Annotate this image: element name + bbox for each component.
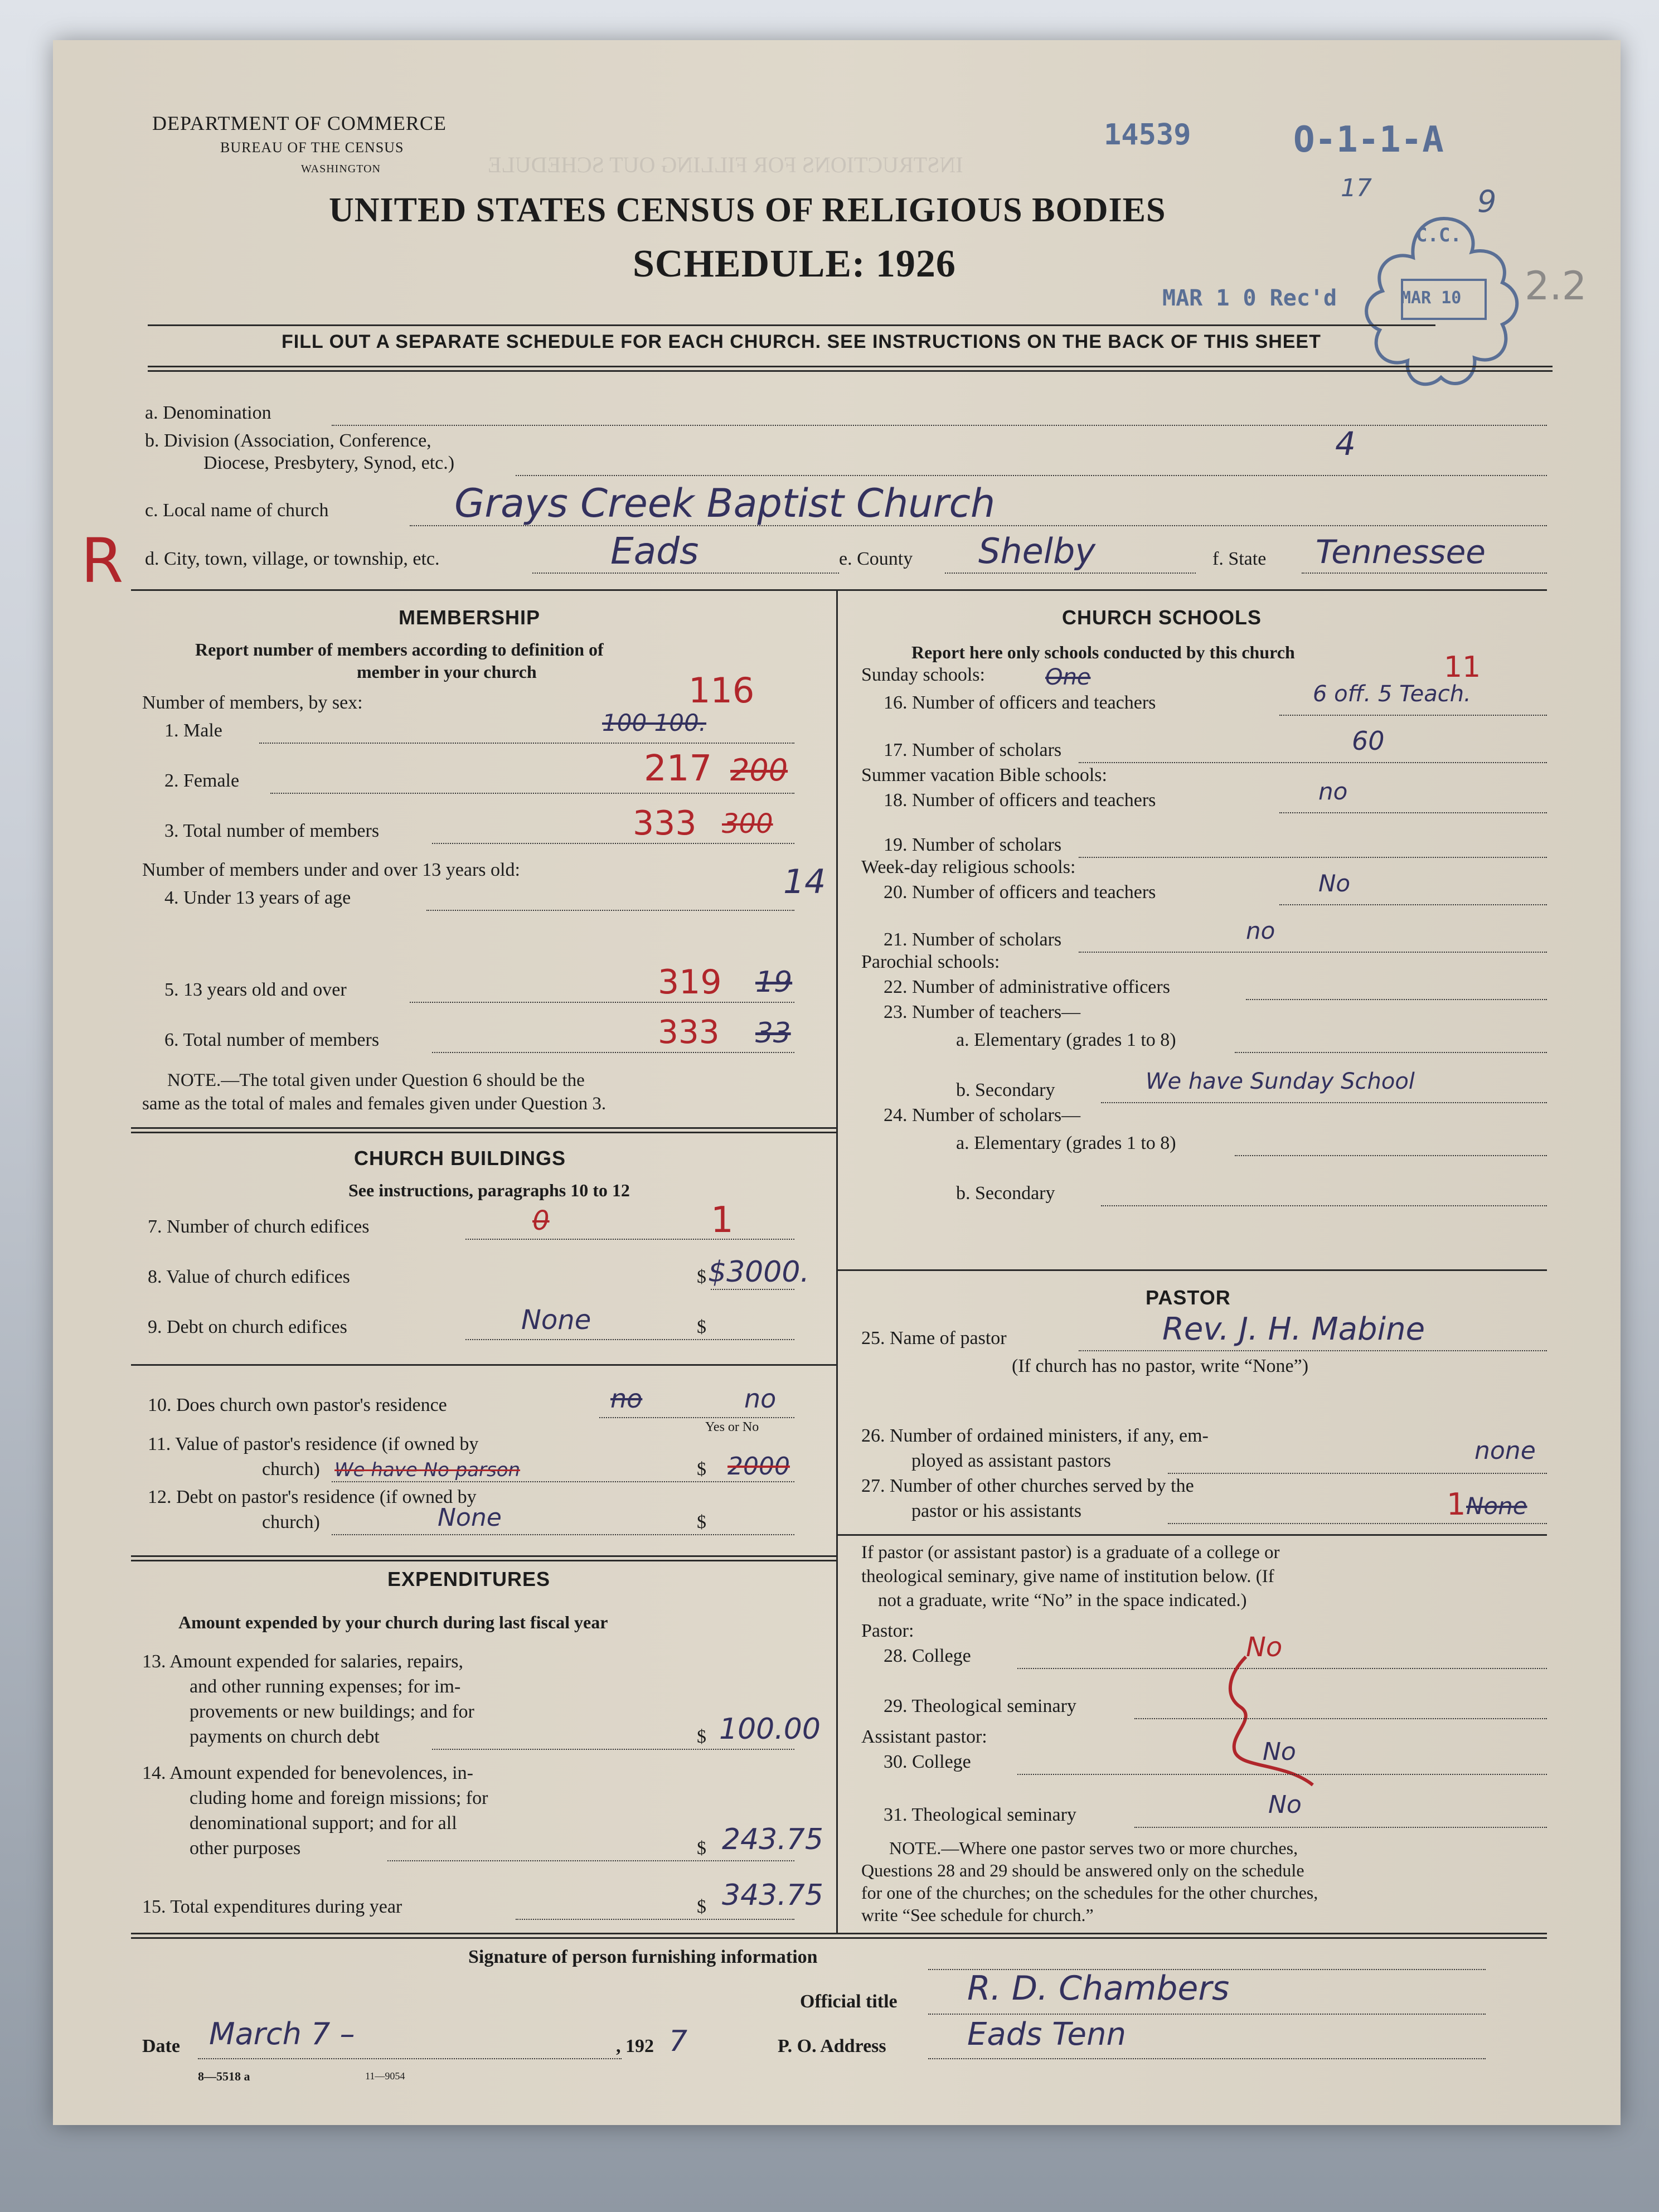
pastor-note: NOTE.—Where one pastor serves two or more churches, [889,1838,1298,1858]
pastor-note-4: write “See schedule for church.” [861,1905,1094,1925]
q26-label: 26. Number of ordained ministers, if any, em- [861,1425,1209,1446]
bureau-name: BUREAU OF THE CENSUS [220,139,404,156]
assistant-pastor-label: Assistant pastor: [861,1726,987,1747]
members-by-age-label: Number of members under and over 13 years old: [142,860,520,880]
q20-label: 20. Number of officers and teachers [884,882,1156,903]
q14-dollar: $ [697,1838,706,1859]
code-mark-9: 9 [1477,184,1497,219]
year-value[interactable]: 7 [669,2025,688,2058]
q13-label-2: and other running expenses; for im- [190,1676,461,1697]
q12-value[interactable]: None [438,1503,502,1532]
q11-label: 11. Value of pastor's residence (if owned by [148,1434,479,1454]
q19-label: 19. Number of scholars [884,835,1062,855]
q9-label: 9. Debt on church edifices [148,1317,347,1337]
q17-label: 17. Number of scholars [884,740,1062,760]
members-by-sex-label: Number of members, by sex: [142,692,363,713]
division-field[interactable] [516,475,1547,476]
q11-value[interactable]: We have No parson [334,1459,521,1481]
q15-value[interactable]: 343.75 [722,1879,823,1912]
q13-value[interactable]: 100.00 [719,1713,821,1746]
q10-struck: no [610,1384,643,1414]
q21-label: 21. Number of scholars [884,929,1062,950]
q24b-field[interactable] [1101,1205,1547,1206]
buildings-heading: CHURCH BUILDINGS [354,1147,566,1170]
membership-intro: Report number of members according to definition of [195,639,604,659]
q9-value[interactable]: None [521,1304,591,1336]
form-number: 8—5518 a [198,2069,250,2083]
q12-dollar: $ [697,1512,706,1532]
q14-label: 14. Amount expended for benevolences, in- [142,1763,473,1783]
census-schedule-page [53,40,1621,2125]
q6-value[interactable]: 333 [658,1013,720,1051]
q27-label: 27. Number of other churches served by the [861,1476,1194,1496]
state-label: f. State [1212,549,1267,569]
state-value[interactable]: Tennessee [1316,533,1486,571]
bureau-city: WASHINGTON [301,163,381,175]
q24-label: 24. Number of scholars— [884,1105,1081,1126]
q28-label: 28. College [884,1646,971,1666]
q13-label-4: payments on church debt [190,1726,380,1747]
q23b-value[interactable]: We have Sunday School [1146,1069,1415,1094]
q21-value[interactable]: no [1246,917,1275,944]
q18-label: 18. Number of officers and teachers [884,790,1156,811]
q23a-field[interactable] [1235,1052,1547,1053]
corner-mark: 2.2 [1525,263,1587,309]
cc-stamp-label: C.C. [1416,224,1462,246]
q12-label-2: church) [262,1512,320,1532]
fill-instructions: FILL OUT A SEPARATE SCHEDULE FOR EACH CHURCH. SEE INSTRUCTIONS ON THE BACK OF THIS SHEET [282,331,1321,352]
summer-label: Summer vacation Bible schools: [861,765,1107,785]
schools-heading: CHURCH SCHOOLS [1062,606,1262,629]
q24b-label: b. Secondary [956,1183,1055,1204]
q15-label: 15. Total expenditures during year [142,1896,402,1917]
q28-value[interactable]: No [1246,1632,1283,1663]
q8-value[interactable]: $3000. [708,1255,809,1289]
q14-label-2: cluding home and foreign missions; for [190,1788,488,1808]
date-label: Date [142,2036,180,2056]
q22-field[interactable] [1246,999,1547,1000]
q31-label: 31. Theological seminary [884,1804,1076,1825]
q3-value[interactable]: 333 [633,804,697,843]
official-title-label: Official title [800,1991,898,2012]
q2-struck: 200 [730,753,788,788]
pastor-heading: PASTOR [1146,1286,1231,1309]
received-stamp: MAR 1 0 Rec'd [1162,285,1337,311]
q23a-label: a. Elementary (grades 1 to 8) [956,1030,1176,1050]
q17-value[interactable]: 60 [1352,726,1385,756]
q11-dollar: $ [697,1459,706,1479]
code-mark-17: 17 [1341,174,1372,202]
weekday-label: Week-day religious schools: [861,857,1076,877]
official-title-value[interactable]: R. D. Chambers [967,1969,1230,2008]
po-address-value[interactable]: Eads Tenn [967,2016,1126,2053]
q7-label: 7. Number of church edifices [148,1216,370,1237]
print-number: 11—9054 [365,2070,405,2082]
bleed-through-text: INSTRUCTIONS FOR FILLING OUT SCHEDULE [488,152,963,177]
city-label: d. City, town, village, or township, etc. [145,549,440,569]
membership-intro-2: member in your church [357,662,537,682]
red-bracket-mark [1218,1651,1330,1791]
q25-note: (If church has no pastor, write “None”) [1012,1356,1309,1376]
q10-value[interactable]: no [744,1384,777,1414]
denomination-field[interactable] [332,425,1547,426]
q1-struck: 100 100. [602,709,707,736]
division-label-2: Diocese, Presbytery, Synod, etc.) [203,453,455,473]
q11-label-2: church) [262,1459,320,1479]
q5-struck: 19 [755,966,793,999]
q10-label: 10. Does church own pastor's residence [148,1395,447,1415]
q9-dollar: $ [697,1317,706,1337]
parochial-label: Parochial schools: [861,952,1000,972]
q30-label: 30. College [884,1752,971,1772]
q22-label: 22. Number of administrative officers [884,977,1170,997]
q14-label-4: other purposes [190,1838,301,1859]
q30-value[interactable]: No [1263,1738,1296,1766]
schools-intro: Report here only schools conducted by this church [911,642,1295,662]
q25-label: 25. Name of pastor [861,1328,1007,1348]
q12-label: 12. Debt on pastor's residence (if owned by [148,1487,477,1507]
form-subtitle: SCHEDULE: 1926 [633,242,956,285]
membership-heading: MEMBERSHIP [399,606,541,629]
q26-label-2: ployed as assistant pastors [911,1451,1111,1471]
q18-value[interactable]: no [1318,778,1348,805]
denomination-label: a. Denomination [145,402,271,423]
cc-stamp-date: MAR 10 [1401,288,1462,308]
margin-mark-r: R [81,525,124,596]
q5-label: 5. 13 years old and over [164,979,347,1000]
schedule-number-stamp: 14539 [1104,118,1191,152]
q13-dollar: $ [697,1726,706,1747]
q23-label: 23. Number of teachers— [884,1002,1081,1022]
q16-label: 16. Number of officers and teachers [884,692,1156,713]
graduate-intro-2: theological seminary, give name of institution below. (If [861,1566,1274,1587]
q7-struck: 0 [532,1205,550,1236]
q27-value[interactable]: 1 [1447,1487,1466,1522]
q7-value[interactable]: 1 [711,1200,734,1241]
local-name-label: c. Local name of church [145,500,329,521]
city-value[interactable]: Eads [610,530,699,573]
local-name-value[interactable]: Grays Creek Baptist Church [454,481,996,526]
q4-label: 4. Under 13 years of age [164,887,351,908]
q29-field[interactable] [1134,1718,1547,1719]
column-divider [836,589,838,1476]
division-mark: 4 [1335,425,1356,463]
county-label: e. County [839,549,913,569]
expenditures-heading: EXPENDITURES [387,1568,551,1590]
q26-value[interactable]: none [1474,1437,1536,1465]
county-value[interactable]: Shelby [978,531,1096,571]
graduate-intro-3: not a graduate, write “No” in the space indicated.) [878,1590,1247,1611]
q2-label: 2. Female [164,770,240,791]
q19-field[interactable] [1079,857,1547,858]
membership-note: NOTE.—The total given under Question 6 should be the [167,1070,585,1090]
pastor-note-3: for one of the churches; on the schedules for the other churches, [861,1883,1318,1903]
signature-label: Signature of person furnishing information [468,1947,818,1967]
q13-label-3: provements or new buildings; and for [190,1701,474,1722]
q8-label: 8. Value of church edifices [148,1267,350,1287]
q14-value[interactable]: 243.75 [722,1823,823,1856]
q29-label: 29. Theological seminary [884,1696,1076,1716]
q27-label-2: pastor or his assistants [911,1501,1082,1521]
q16-struck: One [1045,664,1091,690]
membership-note-2: same as the total of males and females given under Question 3. [142,1094,607,1114]
q24a-field[interactable] [1235,1155,1547,1156]
pastor-sub-label: Pastor: [861,1621,914,1641]
yes-no-hint: Yes or No [705,1420,759,1434]
q2-value[interactable]: 217 [644,748,712,789]
q3-struck: 300 [722,808,773,840]
q31-value[interactable]: No [1268,1791,1302,1819]
dept-name: DEPARTMENT OF COMMERCE [152,112,447,134]
q15-dollar: $ [697,1896,706,1917]
q4-value[interactable]: 14 [783,862,826,901]
buildings-sub: See instructions, paragraphs 10 to 12 [348,1180,630,1200]
q16-total: 11 [1444,651,1481,684]
q24a-label: a. Elementary (grades 1 to 8) [956,1133,1176,1153]
expenditures-sub: Amount expended by your church during last fiscal year [178,1612,608,1632]
q23b-label: b. Secondary [956,1080,1055,1100]
code-stamp: O-1-1-A [1293,119,1444,161]
q20-value[interactable]: No [1318,870,1351,897]
q1-value[interactable]: 116 [688,670,755,711]
date-value[interactable]: March 7 – [209,2016,355,2051]
form-title: UNITED STATES CENSUS OF RELIGIOUS BODIES [329,191,1166,229]
po-address-label: P. O. Address [778,2036,886,2056]
division-label: b. Division (Association, Conference, [145,430,431,451]
q13-label: 13. Amount expended for salaries, repairs, [142,1651,463,1672]
q6-label: 6. Total number of members [164,1030,380,1050]
q14-label-3: denominational support; and for all [190,1813,457,1833]
sunday-label: Sunday schools: [861,664,985,685]
q25-value[interactable]: Rev. J. H. Mabine [1162,1311,1425,1347]
q11-struck: 2000 [727,1452,790,1481]
q5-value[interactable]: 319 [658,963,722,1002]
q3-label: 3. Total number of members [164,821,380,841]
q8-dollar: $ [697,1267,706,1287]
year-label: , 192 [616,2036,654,2056]
graduate-intro: If pastor (or assistant pastor) is a graduate of a college or [861,1542,1280,1563]
q6-struck: 33 [755,1017,791,1049]
q27-struck: None [1466,1492,1527,1520]
pastor-note-2: Questions 28 and 29 should be answered only on the schedule [861,1860,1304,1880]
q16-value[interactable]: 6 off. 5 Teach. [1313,681,1471,707]
q1-label: 1. Male [164,720,222,741]
